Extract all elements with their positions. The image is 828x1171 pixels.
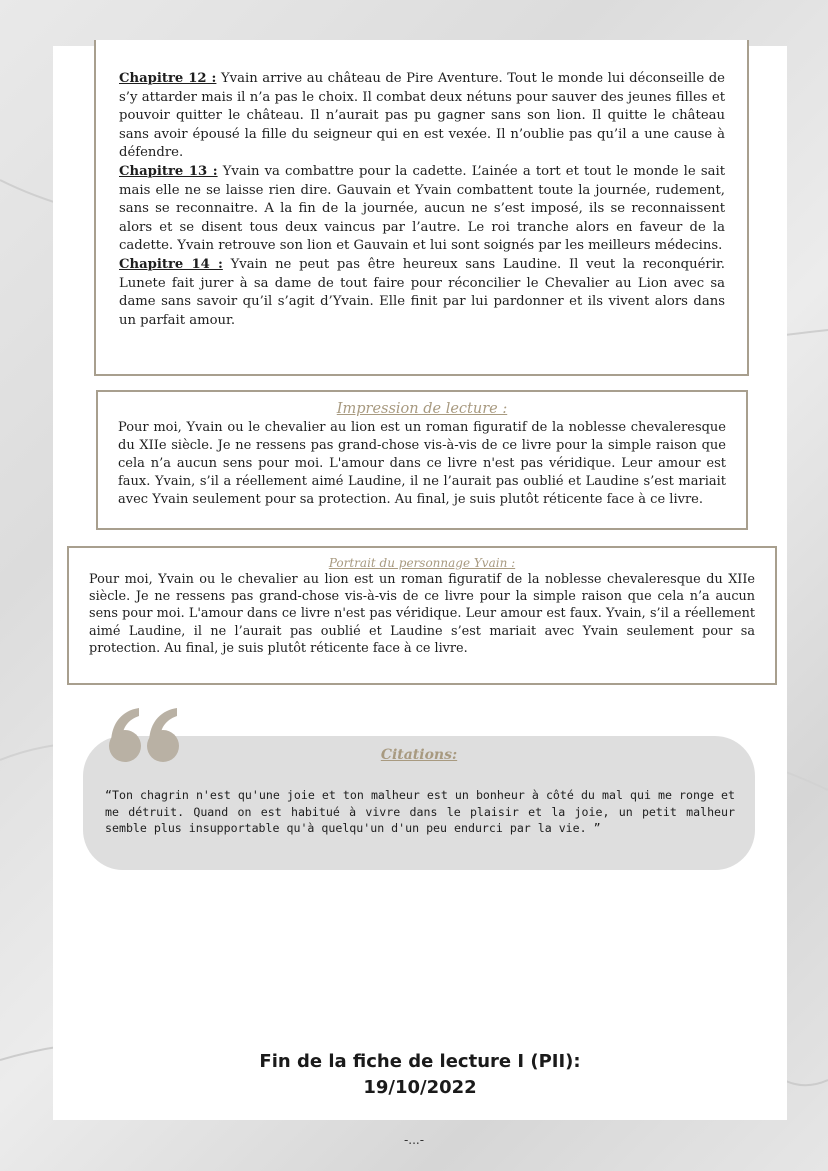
chapter-14 (119, 256, 725, 330)
portrait-text: Pour moi, Yvain ou le chevalier au lion est un roman figuratif de la noblesse chevaleresque du XIIe siècle. Je ne ressens pas grand-chose vis-à-vis de ce livre pour la simple raison que cela n’a aucun sens pour moi. L'amour dans ce livre n'est pas véridique. Leur amour est faux. Yvain, s’il a réellement aimé Laudine, il ne l’aurait pas oublié et Laudine s’est mariait avec Yvain seulement pour sa protection. Au final, je suis plutôt réticente face à ce livre. (89, 572, 755, 656)
page-number: -...- (403, 1133, 425, 1147)
chapter-13-text: Yvain va combattre pour la cadette. L’ainée a tort et tout le monde le sait mais elle ne se laisse rien dire. Gauvain et Yvain combattent toute la journée, rudement, sans se reconnaitre. A la fin de la journée, aucun ne s’est imposé, ils se reconnaissent alors et se disent tous deux vaincus par l’autre. Le roi tranche alors en faveur de la cadette. Yvain retrouve son lion et Gauvain et lui sont soignés par les meilleurs médecins. (119, 163, 725, 254)
impression-box (96, 390, 748, 530)
chapter-12-text: Yvain arrive au château de Pire Aventure. Tout le monde lui déconseille de s’y attarder mais il n’a pas le choix. Il combat deux nétuns pour sauver des jeunes filles et pouvoir quitter le château. Il n’aurait pas pu gagner sans son lion. Il quitte le château sans avoir épousé la fille du seigneur qui en est vexée. Il n’oublie pas qu’il a une cause à défendre. (119, 71, 725, 161)
document-page (53, 46, 787, 1120)
citations-block (83, 736, 755, 870)
end-date: 19/10/2022 (363, 1077, 477, 1098)
end-of-sheet (53, 1049, 787, 1101)
impression-text: Pour moi, Yvain ou le chevalier au lion est un roman figuratif de la noblesse chevaleresque du XIIe siècle. Je ne ressens pas grand-chose vis-à-vis de ce livre pour la simple raison que cela n’a aucun sens pour moi. L'amour dans ce livre n'est pas véridique. Leur amour est faux. Yvain, s’il a réellement aimé Laudine, il ne l’aurait pas oublié et Laudine s’est mariait avec Yvain seulement pour sa protection. Au final, je suis plutôt réticente face à ce livre. (118, 420, 726, 507)
chapter-12 (119, 70, 725, 163)
citations-title: Citations: (380, 747, 458, 763)
end-title: Fin de la fiche de lecture I (PII): (259, 1051, 581, 1072)
chapter-14-text: Yvain ne peut pas être heureux sans Laudine. Il veut la reconquérir. Lunete fait jurer à sa dame de tout faire pour réconcilier le Chevalier au Lion avec sa dame sans savoir qu’il s’agit d’Yvain. Elle finit par lui pardonner et ils vivent alors dans un parfait amour. (119, 256, 725, 328)
chapter-summary-box (94, 40, 749, 376)
chapter-13-label: Chapitre 13 : (119, 163, 218, 179)
portrait-title: Portrait du personnage Yvain : (328, 556, 516, 570)
citations-text: “Ton chagrin n'est qu'une joie et ton malheur est un bonheur à côté du mal qui me ronge et me détruit. Quand on est habitué à vivre dans le plaisir et la joie, un petit malheur semble plus insupportable qu'à quelqu'un d'un peu endurci par la vie. ” (105, 788, 735, 835)
impression-title: Impression de lecture : (336, 401, 508, 417)
chapter-13 (119, 163, 725, 256)
portrait-box (67, 546, 777, 685)
chapter-12-label: Chapitre 12 : (119, 71, 217, 86)
chapter-14-label: Chapitre 14 : (119, 256, 223, 272)
